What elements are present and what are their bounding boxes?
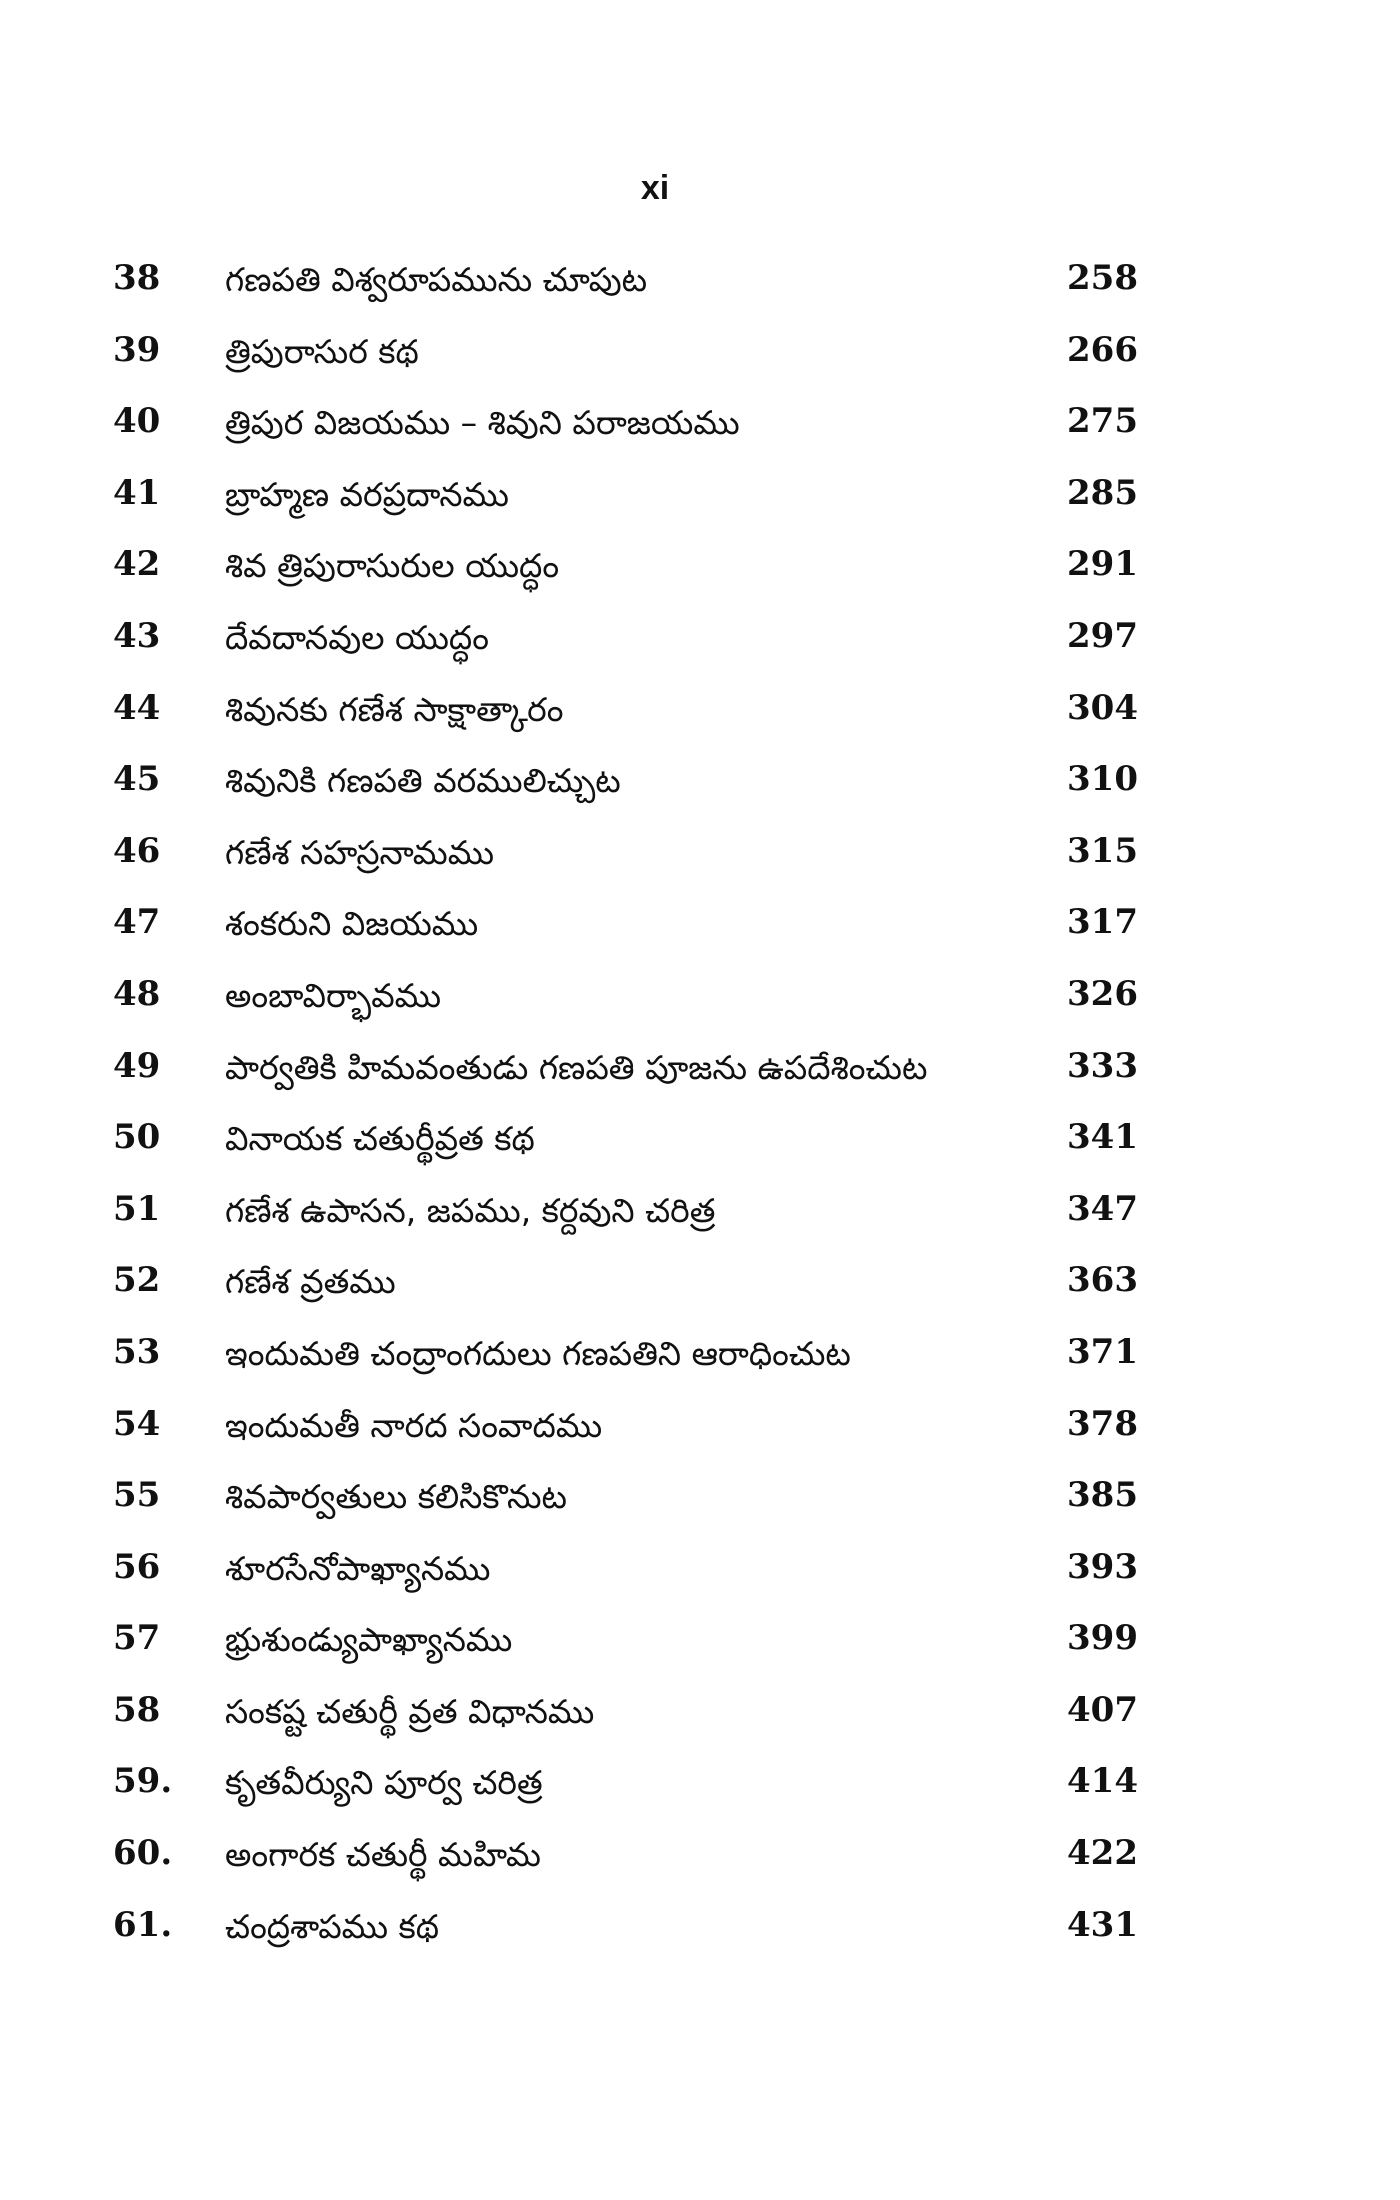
toc-entry — [0, 469, 1400, 541]
toc-entry — [0, 1042, 1400, 1114]
chapter-number: 49 — [113, 1045, 161, 1086]
chapter-title: కృతవీర్యుని పూర్వ చరిత్ర — [225, 1763, 543, 1803]
toc-entry — [0, 1113, 1400, 1185]
chapter-title: అంబావిర్భావము — [225, 975, 442, 1015]
toc-entry — [0, 397, 1400, 469]
chapter-title: శూరసేనోపాఖ్యానము — [225, 1548, 491, 1588]
chapter-title: శివునకు గణేశ సాక్షాత్కారం — [225, 689, 564, 729]
chapter-page-number: 393 — [1067, 1546, 1138, 1587]
chapter-title: గణేశ సహస్రనామము — [225, 832, 495, 872]
page-number: xi — [640, 169, 670, 207]
toc-entry — [0, 684, 1400, 756]
chapter-page-number: 378 — [1067, 1403, 1138, 1444]
chapter-page-number: 333 — [1067, 1045, 1138, 1086]
chapter-number: 43 — [113, 615, 161, 656]
chapter-title: త్రిపుర విజయము – శివుని పరాజయము — [225, 403, 740, 443]
chapter-number: 48 — [113, 973, 161, 1014]
chapter-number: 52 — [113, 1260, 161, 1301]
toc-entry — [0, 612, 1400, 684]
toc-entry — [0, 540, 1400, 612]
table-of-contents — [0, 254, 1400, 1972]
toc-entry — [0, 1901, 1400, 1973]
chapter-page-number: 422 — [1067, 1833, 1138, 1874]
chapter-number: 40 — [113, 401, 161, 442]
chapter-number: 55 — [113, 1475, 161, 1516]
toc-entry — [0, 326, 1400, 398]
chapter-page-number: 385 — [1067, 1475, 1138, 1516]
chapter-page-number: 363 — [1067, 1260, 1138, 1301]
chapter-title: గణేశ ఉపాసన, జపము, కర్దవుని చరిత్ర — [225, 1190, 716, 1230]
chapter-title: గణేశ వ్రతము — [225, 1262, 396, 1302]
chapter-number: 41 — [113, 472, 161, 513]
chapter-title: ఇందుమతీ నారద సంవాదము — [225, 1405, 603, 1445]
chapter-title: శివపార్వతులు కలిసికొనుట — [225, 1477, 568, 1517]
chapter-number: 44 — [113, 687, 161, 728]
chapter-number: 45 — [113, 759, 161, 800]
toc-entry — [0, 898, 1400, 970]
chapter-page-number: 317 — [1067, 902, 1138, 943]
chapter-title: చంద్రశాపము కథ — [225, 1906, 440, 1946]
chapter-number: 39 — [113, 329, 161, 370]
chapter-number: 59. — [113, 1761, 173, 1802]
chapter-title: శంకరుని విజయము — [225, 904, 479, 944]
toc-entry — [0, 1686, 1400, 1758]
toc-entry — [0, 1543, 1400, 1615]
chapter-page-number: 326 — [1067, 973, 1138, 1014]
chapter-page-number: 291 — [1067, 544, 1138, 585]
toc-entry — [0, 1185, 1400, 1257]
chapter-page-number: 304 — [1067, 687, 1138, 728]
chapter-page-number: 431 — [1067, 1904, 1138, 1945]
toc-entry — [0, 1614, 1400, 1686]
chapter-page-number: 275 — [1067, 401, 1138, 442]
chapter-page-number: 399 — [1067, 1618, 1138, 1659]
toc-entry — [0, 1757, 1400, 1829]
toc-entry — [0, 1328, 1400, 1400]
chapter-number: 60. — [113, 1833, 173, 1874]
chapter-page-number: 266 — [1067, 329, 1138, 370]
toc-entry — [0, 827, 1400, 899]
chapter-number: 61. — [113, 1904, 173, 1945]
chapter-page-number: 347 — [1067, 1188, 1138, 1229]
chapter-page-number: 258 — [1067, 258, 1138, 298]
chapter-number: 47 — [113, 902, 161, 943]
chapter-number: 56 — [113, 1546, 161, 1587]
chapter-page-number: 297 — [1067, 615, 1138, 656]
chapter-number: 57 — [113, 1618, 161, 1659]
chapter-number: 58 — [113, 1689, 161, 1730]
toc-entry — [0, 1829, 1400, 1901]
chapter-number: 51 — [113, 1188, 161, 1229]
chapter-title: ఇందుమతి చంద్రాంగదులు గణపతిని ఆరాధించుట — [225, 1333, 851, 1373]
toc-entry — [0, 254, 1400, 326]
chapter-title: భ్రుశుండ్యుపాఖ్యానము — [225, 1620, 513, 1660]
toc-entry — [0, 1400, 1400, 1472]
chapter-page-number: 407 — [1067, 1689, 1138, 1730]
chapter-page-number: 371 — [1067, 1331, 1138, 1372]
chapter-title: శివ త్రిపురాసురుల యుద్ధం — [225, 546, 560, 586]
chapter-title: త్రిపురాసుర కథ — [225, 331, 419, 371]
chapter-page-number: 310 — [1067, 759, 1138, 800]
toc-entry — [0, 755, 1400, 827]
chapter-number: 38 — [113, 258, 161, 298]
chapter-title: శివునికి గణపతి వరములిచ్చుట — [225, 761, 621, 801]
chapter-title: సంకష్ట చతుర్థీ వ్రత విధానము — [225, 1691, 595, 1731]
chapter-number: 54 — [113, 1403, 161, 1444]
chapter-title: బ్రాహ్మణ వరప్రదానము — [225, 474, 509, 514]
chapter-title: పార్వతికి హిమవంతుడు గణపతి పూజను ఉపదేశించుట — [225, 1047, 928, 1087]
chapter-page-number: 414 — [1067, 1761, 1138, 1802]
toc-entry — [0, 970, 1400, 1042]
chapter-number: 46 — [113, 830, 161, 871]
chapter-title: దేవదానవుల యుద్ధం — [225, 617, 489, 657]
toc-entry — [0, 1256, 1400, 1328]
chapter-page-number: 341 — [1067, 1117, 1138, 1158]
chapter-title: అంగారక చతుర్థీ మహిమ — [225, 1835, 541, 1875]
toc-entry — [0, 1471, 1400, 1543]
chapter-title: వినాయక చతుర్థీవ్రత కథ — [225, 1119, 535, 1159]
chapter-number: 42 — [113, 544, 161, 585]
chapter-page-number: 315 — [1067, 830, 1138, 871]
chapter-number: 50 — [113, 1117, 161, 1158]
chapter-title: గణపతి విశ్వరూపమును చూపుట — [225, 260, 648, 299]
chapter-number: 53 — [113, 1331, 161, 1372]
chapter-page-number: 285 — [1067, 472, 1138, 513]
